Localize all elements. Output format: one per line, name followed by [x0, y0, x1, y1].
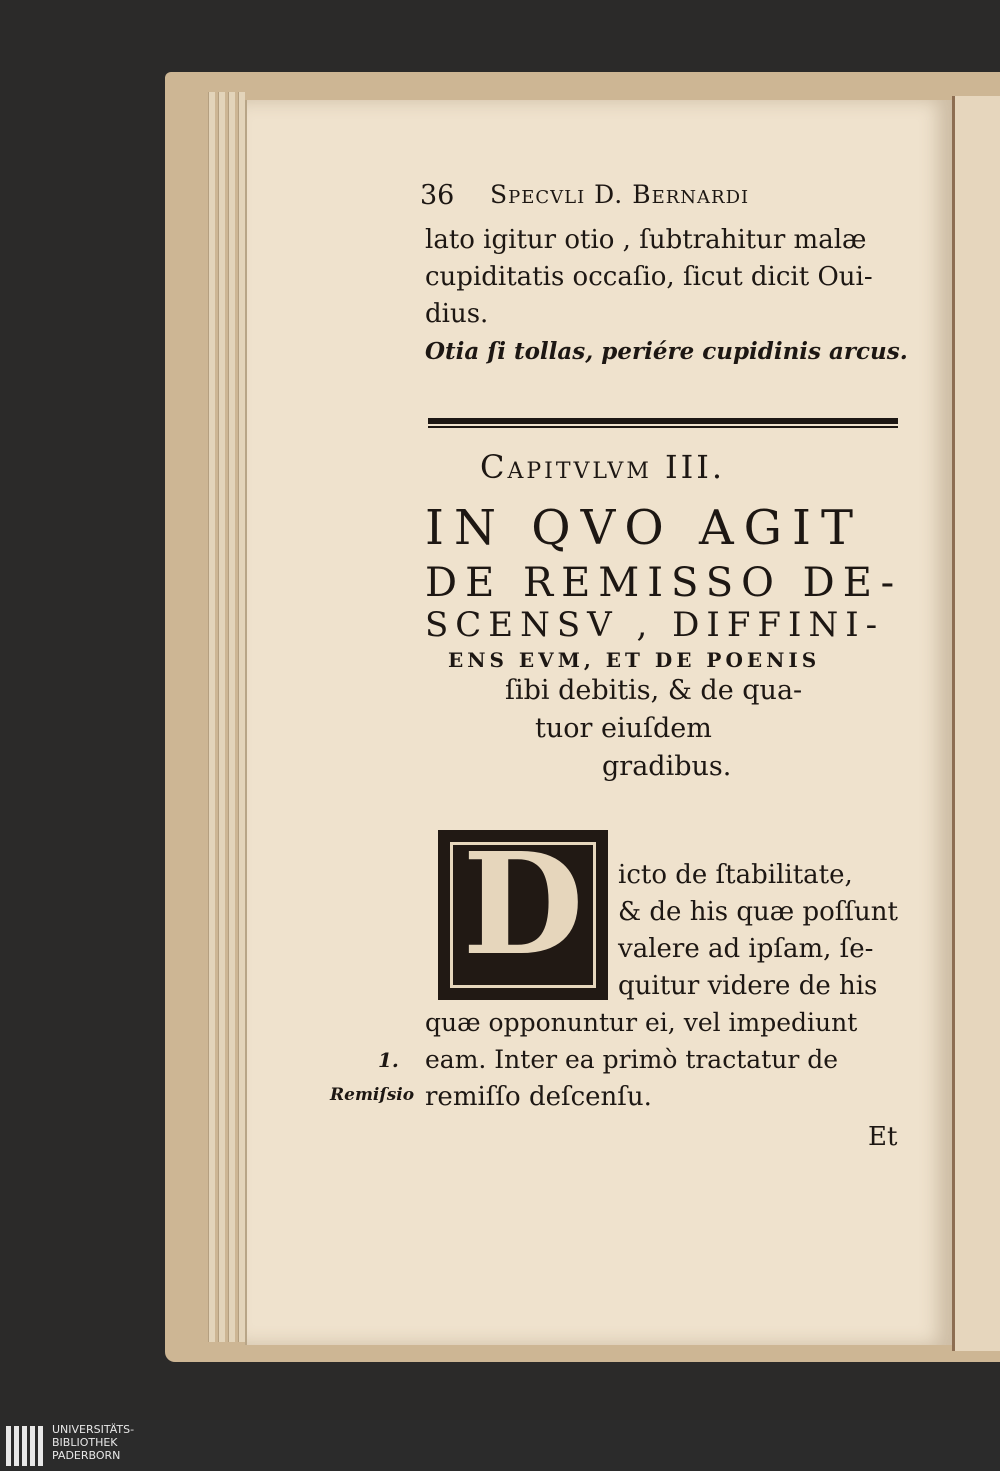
page-number: 36 — [420, 180, 455, 211]
body-line: dius. — [425, 299, 489, 329]
body-line: cupiditatis occaſio, ſicut dicit Oui- — [425, 262, 873, 292]
text-line: valere ad ipſam, ſe- — [618, 934, 874, 964]
logo-line: UNIVERSITÄTS- — [52, 1423, 135, 1436]
chapter-title-line: IN QVO AGIT — [425, 500, 863, 556]
chapter-title-line: SCENSV , DIFFINI- — [425, 605, 885, 645]
margin-number: 1. — [378, 1048, 399, 1072]
page-edge — [228, 92, 235, 1342]
running-title: Specvli D. Bernardi — [490, 180, 750, 209]
text-line: eam. Inter ea primò tractatur de — [425, 1045, 839, 1074]
logo-line: PADERBORN — [52, 1449, 121, 1462]
chapter-title-line: ſibi debitis, & de qua- — [505, 675, 803, 706]
text-line: icto de ſtabilitate, — [618, 860, 853, 890]
library-logo-bar — [0, 1420, 1000, 1471]
body-line: lato igitur otio , ſubtrahitur malæ — [425, 225, 867, 255]
catchword: Et — [868, 1122, 898, 1152]
library-logo-icon — [6, 1426, 46, 1466]
page-edge — [218, 92, 225, 1342]
text-line: remiſſo deſcenſu. — [425, 1082, 652, 1112]
divider-rule-thin — [428, 426, 898, 428]
verse-quote: Otia ſi tollas, periére cupidinis arcus. — [425, 338, 908, 365]
chapter-title-line: DE REMISSO DE- — [425, 560, 903, 606]
chapter-title-line: tuor eiuſdem — [535, 713, 712, 744]
divider-rule — [428, 418, 898, 424]
library-logo-text — [52, 1423, 134, 1462]
decorated-initial — [438, 823, 608, 1000]
facing-page-edge — [952, 96, 1000, 1351]
initial-letter: D — [462, 823, 584, 987]
logo-line: BIBLIOTHEK — [52, 1436, 118, 1449]
chapter-label: Capitvlvm III. — [480, 448, 726, 486]
page-edge — [208, 92, 215, 1342]
text-line: & de his quæ poſſunt — [618, 897, 898, 927]
margin-note: Remiſsio — [330, 1085, 415, 1105]
text-line: quitur videre de his — [618, 971, 878, 1001]
chapter-title-line: gradibus. — [602, 751, 732, 782]
page-edge — [238, 92, 245, 1342]
text-line: quæ opponuntur ei, vel impediunt — [425, 1008, 858, 1037]
chapter-title-line: ENS EVM, ET DE POENIS — [448, 648, 821, 672]
